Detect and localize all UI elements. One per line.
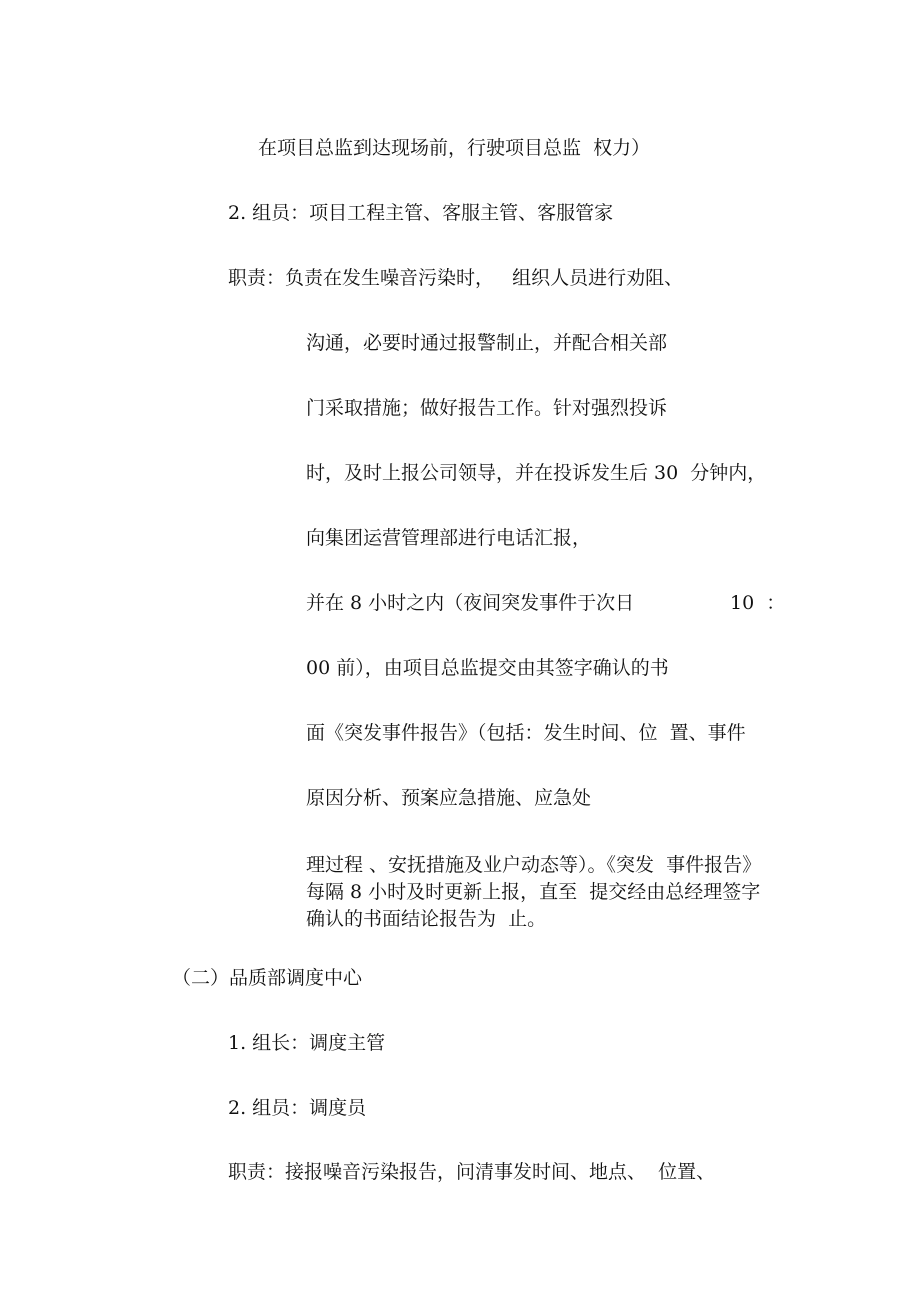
text-line-9: 00 前），由项目总监提交由其签字确认的书: [306, 657, 669, 679]
text-line-1: 在项目总监到达现场前，行驶项目总监 权力）: [258, 137, 651, 159]
text-line-13: 每隔 8 小时及时更新上报，直至 提交经由总经理签字: [306, 881, 761, 903]
text-line-2: 2. 组员：项目工程主管、客服主管、客服管家: [228, 202, 614, 224]
text-line-3: 职责：负责在发生噪音污染时， 组织人员进行劝阻、: [228, 267, 684, 289]
text-line-12: 理过程 、安抚措施及业户动态等）。《突发 事件报告》: [306, 854, 762, 876]
text-line-14: 确认的书面结论报告为 止。: [306, 908, 547, 930]
text-line-18: 职责：接报噪音污染报告，问清事发时间、地点、 位置、: [228, 1161, 716, 1183]
text-line-7: 向集团运营管理部进行电话汇报，: [306, 527, 592, 549]
text-line-4: 沟通，必要时通过报警制止，并配合相关部: [306, 332, 668, 354]
text-line-10: 面《突发事件报告》（包括：发生时间、位 置、事件: [306, 722, 746, 744]
section-heading: （二）品质部调度中心: [172, 967, 363, 989]
text-line-8b: 10 ：: [730, 592, 786, 614]
text-line-17: 2. 组员：调度员: [228, 1097, 367, 1119]
text-line-6: 时，及时上报公司领导，并在投诉发生后 30 分钟内，: [306, 462, 767, 484]
text-line-11: 原因分析、预案应急措施、应急处: [306, 787, 592, 809]
text-line-5: 门采取措施；做好报告工作。针对强烈投诉: [306, 397, 668, 419]
text-line-8: 并在 8 小时之内（夜间突发事件于次日: [306, 592, 635, 614]
text-line-16: 1. 组长：调度主管: [228, 1032, 386, 1054]
